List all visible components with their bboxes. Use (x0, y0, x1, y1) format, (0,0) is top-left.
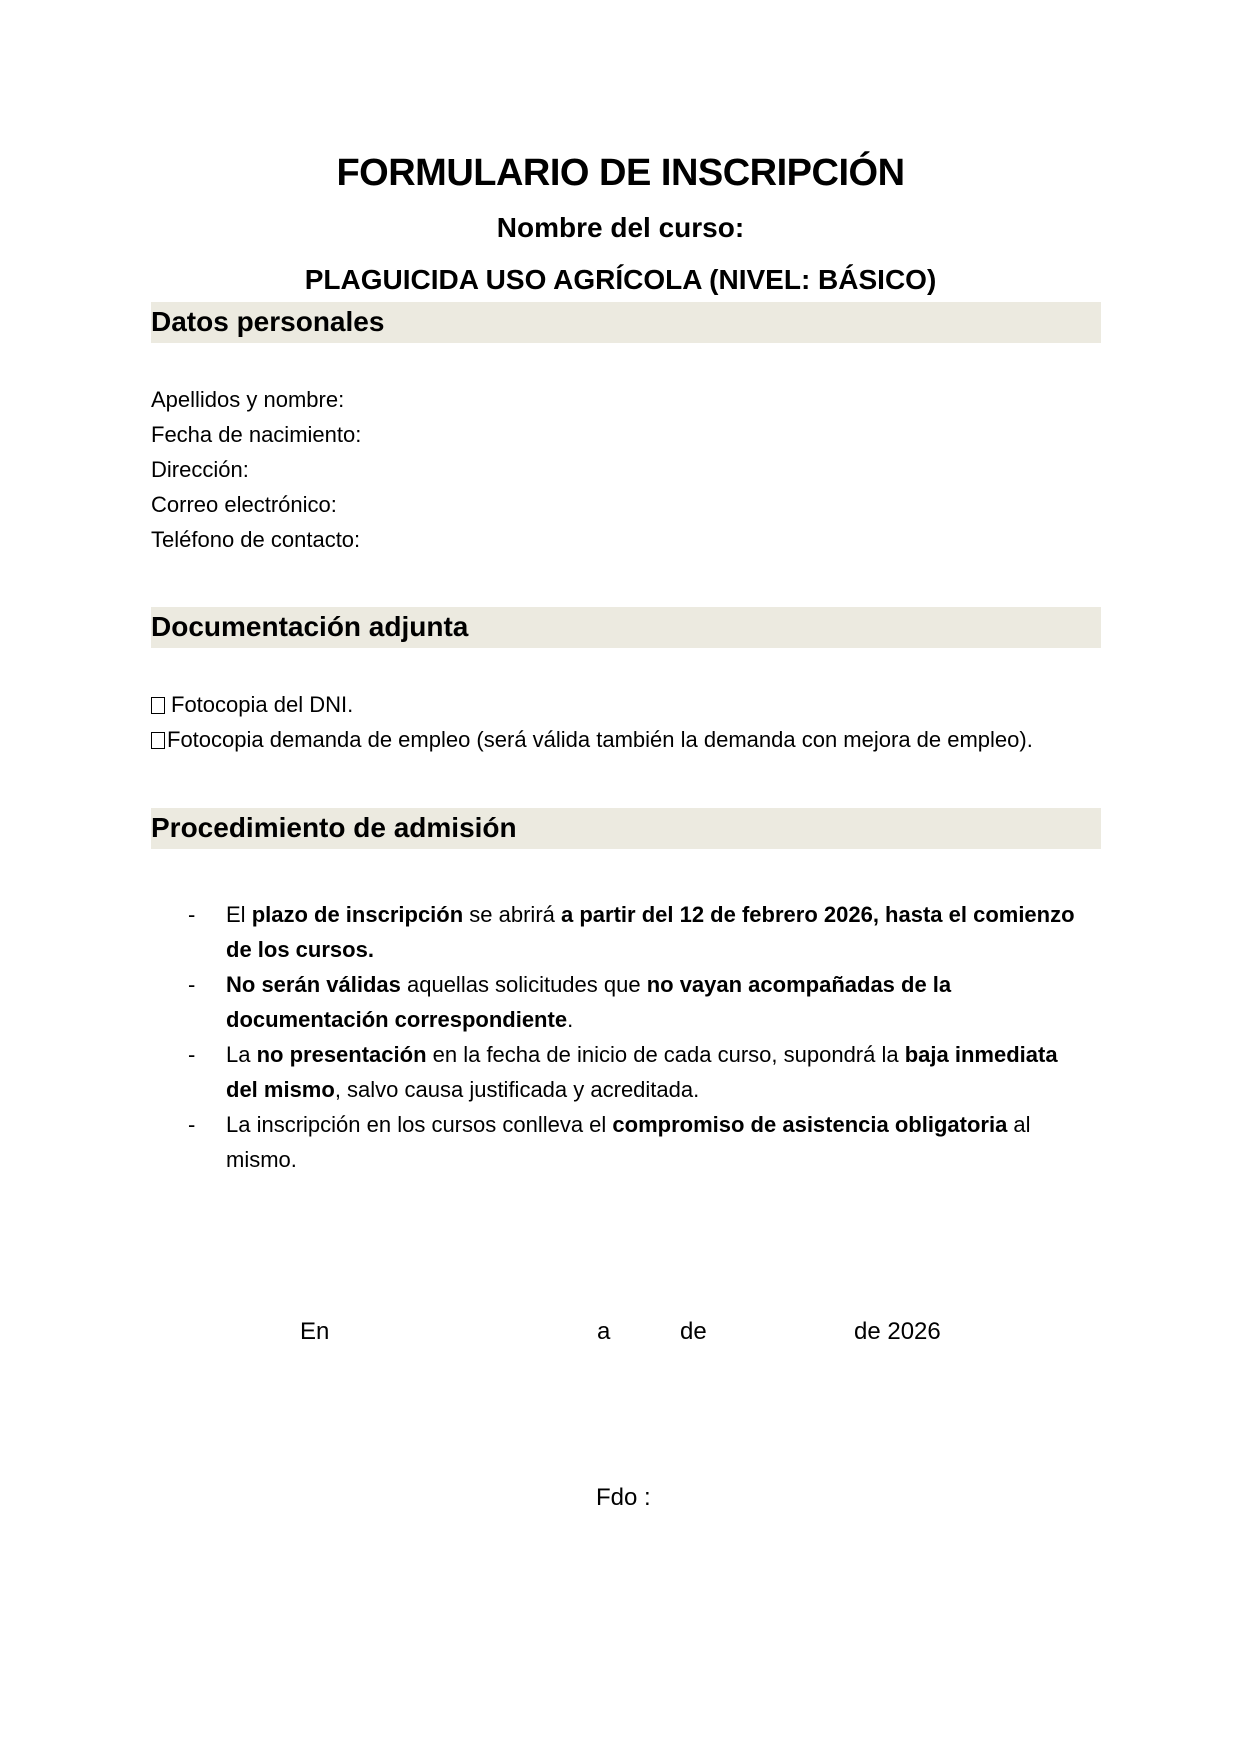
field-birth-date: Fecha de nacimiento: (151, 422, 362, 447)
admission-rule-4 (226, 1107, 1086, 1177)
checkbox-employment[interactable] (151, 732, 165, 749)
list-dash: - (188, 972, 196, 997)
year-label: de 2026 (854, 1318, 941, 1345)
day-label: a (597, 1318, 611, 1345)
document-item-label: Fotocopia demanda de empleo (será válida también la demanda con mejora de empleo). (167, 727, 1033, 752)
field-phone: Teléfono de contacto: (151, 527, 361, 552)
admission-rule-1 (226, 897, 1086, 967)
field-email: Correo electrónico: (151, 492, 337, 517)
field-address: Dirección: (151, 457, 249, 482)
rule-text-run: al mismo. (226, 1112, 1031, 1172)
month-label: de (680, 1318, 707, 1345)
field-full-name: Apellidos y nombre: (151, 387, 345, 412)
rule-text-run: . (567, 1007, 574, 1032)
list-dash: - (188, 1042, 196, 1067)
admission-rule-2 (226, 967, 1086, 1037)
rule-text-bold: no vayan acompañadas de la documentación correspondiente (226, 972, 952, 1032)
document-item-dni (151, 690, 353, 720)
list-dash: - (188, 902, 196, 927)
course-label: Nombre del curso: (496, 212, 745, 243)
rule-text-run: La inscripción en los cursos conlleva el (226, 1112, 613, 1137)
admission-rule-3 (226, 1037, 1086, 1107)
rule-text-run: , salvo causa justificada y acreditada. (334, 1077, 700, 1102)
form-title: FORMULARIO DE INSCRIPCIÓN (336, 152, 905, 194)
course-name: PLAGUICIDA USO AGRÍCOLA (NIVEL: BÁSICO) (304, 264, 937, 295)
checkbox-dni[interactable] (151, 697, 165, 714)
place-label: En (300, 1318, 330, 1345)
rule-text-bold: no presentación (256, 1042, 427, 1067)
rule-text-bold: compromiso de asistencia obligatoria (612, 1112, 1008, 1137)
section-title-personal: Datos personales (151, 306, 385, 337)
section-title-documents: Documentación adjunta (151, 611, 469, 642)
section-title-admission: Procedimiento de admisión (151, 812, 517, 843)
document-item-label: Fotocopia del DNI. (171, 692, 354, 717)
rule-text-run: La (226, 1042, 257, 1067)
document-item-employment (151, 725, 1033, 755)
rule-text-bold: baja inmediata del mismo (226, 1042, 1058, 1102)
list-dash: - (188, 1112, 196, 1137)
rule-text-bold: plazo de inscripción (251, 902, 464, 927)
rule-text-run: aquellas solicitudes que (400, 972, 647, 997)
rule-text-run: se abrirá (463, 902, 561, 927)
rule-text-run: en la fecha de inicio de cada curso, supondrá la (426, 1042, 905, 1067)
signature-label: Fdo : (596, 1484, 651, 1511)
rule-text-run: El (226, 902, 252, 927)
rule-text-bold: a partir del 12 de febrero 2026, hasta el comienzo de los cursos. (226, 902, 1075, 962)
rule-text-bold: No serán válidas (226, 972, 401, 997)
